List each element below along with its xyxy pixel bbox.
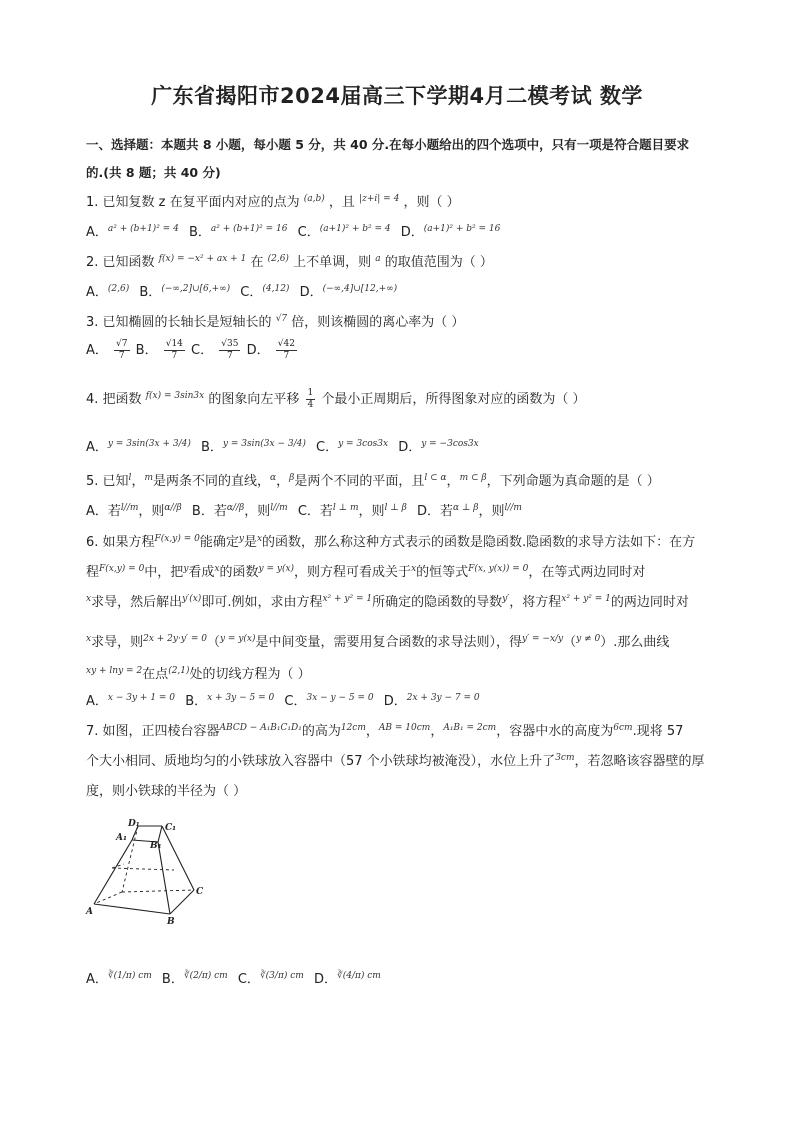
q4-text: 的图象向左平移 [208, 392, 300, 407]
q2-math-interval: (2,6) [267, 254, 289, 264]
q4-fraction [306, 388, 316, 411]
q2-option-b: (−∞,2]∪[6,+∞) [161, 284, 231, 294]
question-6-line3 [86, 591, 689, 610]
q6-math: y ≠ 0 [576, 634, 601, 644]
q6-math: y [183, 564, 189, 574]
q1-option-d: (a+1)² + b² = 16 [423, 224, 501, 234]
q6-math: x [411, 564, 417, 574]
q4-option-a: y = 3sin(3x + 3/4) [107, 439, 191, 449]
question-3 [86, 311, 464, 330]
q5-option-c-then: ，则 [358, 504, 385, 519]
q2-option-d: (−∞,4]∪[12,+∞) [322, 284, 398, 294]
q4-option-d: y = −3cos3x [421, 439, 479, 449]
q6-text: 能确定 [199, 535, 239, 550]
q7-option-b: ∛(2/π) cm [183, 971, 228, 981]
frustum-figure [84, 816, 204, 928]
question-3-options [86, 339, 299, 362]
q7-text: 的高为 [301, 724, 341, 739]
q7-text: ，若忽略该容器壁的厚 [574, 754, 705, 769]
q6-option-b: x + 3y − 5 = 0 [207, 693, 275, 703]
label-B1: B₁ [150, 841, 162, 851]
q2-math-function: f(x) = −x² + ax + 1 [158, 254, 247, 264]
q3-option-d-numerator: √42 [277, 339, 295, 349]
q6-text: ）.那么曲线 [600, 635, 670, 650]
q5-text: ，下列命题为真命题的是（ ） [486, 474, 660, 489]
q7-math: 3cm [555, 753, 575, 763]
q3-text: 3. 已知椭圆的长轴长是短轴长的 [86, 315, 272, 330]
q7-math: A₁B₁ = 2cm [443, 723, 497, 733]
q5-math-l-subset-alpha: l ⊂ α [424, 473, 447, 483]
q1-option-a-label: A． [86, 225, 108, 240]
q4-math-function: f(x) = 3sin3x [145, 391, 205, 401]
q6-option-a-label: A． [86, 694, 108, 709]
q1-option-b: a² + (b+1)² = 16 [210, 224, 288, 234]
q6-text: 是 [243, 535, 257, 550]
q5-math-m: m [144, 473, 153, 483]
q6-text: （ [206, 635, 220, 650]
q7-text: 7. 如图，正四棱台容器 [86, 724, 220, 739]
question-2 [86, 251, 493, 270]
q6-option-c-label: C． [284, 694, 307, 709]
q5-option-d-cond: α ⊥ β [452, 503, 479, 513]
q7-option-d: ∛(4/π) cm [336, 971, 381, 981]
q6-option-a: x − 3y + 1 = 0 [107, 693, 176, 703]
q6-text: ，将方程 [509, 595, 562, 610]
q6-option-b-label: B． [185, 694, 208, 709]
q6-math: y = y(x) [258, 564, 295, 574]
q5-option-d-then: ，则 [478, 504, 505, 519]
q3-option-b [164, 339, 185, 362]
q4-text: 个最小正周期后，所得图象对应的函数为（ ） [321, 392, 586, 407]
question-6-options [86, 690, 486, 709]
label-C1: C₁ [165, 823, 177, 833]
q7-text: ，容器中水的高度为 [496, 724, 614, 739]
q5-text: 5. 已知 [86, 474, 129, 489]
q7-option-b-label: B． [161, 972, 184, 987]
q5-math-l: l [128, 473, 132, 483]
q6-text: 6. 如果方程 [86, 535, 155, 550]
q2-option-a-label: A． [86, 285, 108, 300]
q1-option-a: a² + (b+1)² = 4 [107, 224, 179, 234]
q6-text: ，在等式两边同时对 [528, 565, 646, 580]
q2-text: 的取值范围为（ ） [384, 255, 493, 270]
q2-option-b-label: B． [139, 285, 162, 300]
q5-option-c-cond: l ⊥ m [332, 503, 359, 513]
q7-text: 个大小相同、质地均匀的小铁球放入容器中（57 个小铁球均被淹没），水位上升了 [86, 754, 556, 769]
q1-text: ，且 [328, 195, 355, 210]
q6-text: 的两边同时对 [610, 595, 689, 610]
q2-option-c: (4,12) [262, 284, 290, 294]
q5-option-a-then: ，则 [138, 504, 165, 519]
q6-math: F(x,y) = 0 [99, 564, 145, 574]
q4-text: 4. 把函数 [86, 392, 142, 407]
q7-text: .现将 57 [632, 724, 684, 739]
q6-math: y′ = −x/y [522, 634, 564, 644]
q7-option-c-label: C． [237, 972, 260, 987]
q7-math: ABCD − A₁B₁C₁D₁ [219, 723, 302, 733]
q5-option-c-result: l ⊥ β [384, 503, 407, 513]
q5-math-beta: β [289, 473, 295, 483]
q1-math-modulus: |z+i| = 4 [359, 194, 400, 204]
question-6-line4 [86, 631, 669, 650]
q5-option-b-result: l//m [270, 503, 288, 513]
question-6-line1 [86, 531, 695, 550]
q6-math: x² + y² = 1 [561, 594, 611, 604]
q6-math: x [86, 594, 92, 604]
q6-option-d-label: D． [383, 694, 407, 709]
q6-option-d: 2x + 3y − 7 = 0 [406, 693, 480, 703]
q6-text: 的恒等式 [416, 565, 469, 580]
q7-text: ， [365, 724, 379, 739]
q2-text: 2. 已知函数 [86, 255, 155, 270]
q3-option-a [114, 339, 129, 362]
q4-option-a-label: A． [86, 440, 108, 455]
label-D1: D₁ [128, 819, 140, 829]
q3-option-c-denominator: 7 [226, 351, 233, 361]
q6-text: 中，把 [144, 565, 184, 580]
q7-option-c: ∛(3/π) cm [259, 971, 304, 981]
q6-math: x [214, 564, 220, 574]
q6-text: 求导，然后解出 [91, 595, 183, 610]
question-4-options [86, 436, 485, 455]
q5-option-b-label: B．若 [191, 504, 227, 519]
question-5 [86, 470, 660, 489]
q6-text: （ [563, 635, 577, 650]
q2-option-d-label: D． [299, 285, 323, 300]
q2-text: 上不单调，则 [293, 255, 372, 270]
label-B: B [167, 917, 175, 927]
question-7-line3: 度，则小铁球的半径为（ ） [86, 784, 247, 799]
question-6-line5 [86, 663, 311, 682]
q5-text: 是两条不同的直线， [153, 474, 271, 489]
q6-math: F(x, y(x)) = 0 [468, 564, 529, 574]
q4-option-c-label: C． [316, 440, 339, 455]
question-4 [86, 388, 586, 411]
q2-text: 在 [250, 255, 264, 270]
q5-text: ， [276, 474, 290, 489]
label-C: C [196, 887, 204, 897]
q6-math: 2x + 2y·y′ = 0 [143, 634, 207, 644]
q7-option-d-label: D． [313, 972, 337, 987]
q3-math-sqrt7: √7 [275, 314, 288, 324]
question-2-options [86, 281, 403, 300]
q6-text: 处的切线方程为（ ） [189, 667, 311, 682]
q5-text: ， [131, 474, 145, 489]
q7-option-a: ∛(1/π) cm [107, 971, 152, 981]
q2-option-a: (2,6) [107, 284, 130, 294]
question-1-options [86, 221, 506, 240]
q4-option-d-label: D． [398, 440, 422, 455]
q3-option-c-label: C． [191, 343, 214, 358]
q1-option-c-label: C． [297, 225, 320, 240]
label-A1: A₁ [116, 833, 127, 843]
page-title: 广东省揭阳市2024届高三下学期4月二模考试 数学 [151, 84, 643, 108]
q5-option-a-result: α//β [164, 503, 182, 513]
q4-option-c: y = 3cos3x [338, 439, 389, 449]
q4-fraction-denominator: 4 [307, 400, 314, 410]
q2-math-a: a [375, 254, 381, 264]
q6-option-c: 3x − y − 5 = 0 [306, 693, 374, 703]
q5-text: 是两个不同的平面，且 [294, 474, 425, 489]
q7-math: AB = 10cm [378, 723, 431, 733]
q3-option-d-denominator: 7 [283, 351, 290, 361]
q6-math: y [238, 534, 244, 544]
q5-math-alpha: α [270, 473, 277, 483]
q1-option-c: (a+1)² + b² = 4 [319, 224, 391, 234]
q2-option-c-label: C． [240, 285, 263, 300]
question-5-options [86, 500, 528, 519]
q6-math: y = y(x) [219, 634, 256, 644]
q7-option-a-label: A． [86, 972, 108, 987]
question-7-line1 [86, 720, 683, 739]
q6-math-point: (2,1) [168, 666, 190, 676]
q5-math-m-subset-beta: m ⊂ β [459, 473, 487, 483]
q5-option-d-label: D．若 [416, 504, 453, 519]
q6-text: 在点 [142, 667, 169, 682]
q6-math-curve: xy + lny = 2 [86, 666, 143, 676]
q3-option-d-label: D． [246, 343, 270, 358]
q6-text: 的函数，那么称这种方式表示的函数是隐函数.隐函数的求导方法如下：在方 [262, 535, 696, 550]
q3-option-b-label: B． [135, 343, 158, 358]
q3-option-a-numerator: √7 [116, 339, 128, 349]
question-7-line2 [86, 750, 705, 769]
q3-option-b-numerator: √14 [165, 339, 183, 349]
q3-option-d [276, 339, 297, 362]
q4-option-b-label: B． [201, 440, 223, 455]
question-7-options [86, 968, 387, 987]
q6-math: x [86, 634, 92, 644]
q3-option-a-denominator: 7 [118, 351, 125, 361]
q6-math: y′ [502, 594, 510, 604]
q6-text: 是中间变量，需要用复合函数的求导法则），得 [255, 635, 523, 650]
q5-option-b-then: ，则 [244, 504, 271, 519]
q1-option-d-label: D． [400, 225, 424, 240]
question-6-line2 [86, 561, 645, 580]
q7-text: ， [430, 724, 444, 739]
q7-math: 12cm [340, 723, 366, 733]
q4-option-b: y = 3sin(3x − 3/4) [222, 439, 306, 449]
q5-option-c-label: C．若 [297, 504, 333, 519]
q6-text: 程 [86, 565, 100, 580]
frustum-diagram [84, 816, 204, 928]
q7-math: 6cm [613, 723, 633, 733]
label-A: A [86, 907, 93, 917]
q5-option-a-cond: l//m [120, 503, 139, 513]
q3-text: 倍，则该椭圆的离心率为（ ） [291, 315, 465, 330]
question-1 [86, 191, 460, 210]
q6-math: x² + y² = 1 [322, 594, 373, 604]
q4-fraction-numerator: 1 [307, 388, 314, 398]
q6-text: 求导，则 [91, 635, 144, 650]
q3-option-b-denominator: 7 [171, 351, 178, 361]
q6-math: F(x,y) = 0 [154, 534, 200, 544]
q6-text: 的函数 [219, 565, 259, 580]
section-heading-line1: 一、选择题：本题共 8 小题，每小题 5 分，共 40 分.在每小题给出的四个选项中，只有一项是符合题目要求 [86, 137, 690, 152]
q6-text: 所确定的隐函数的导数 [372, 595, 503, 610]
q5-option-a-label: A．若 [86, 504, 121, 519]
q3-option-c-numerator: √35 [221, 339, 239, 349]
q3-option-c [219, 339, 240, 362]
q1-text: 1. 已知复数 z 在复平面内对应的点为 [86, 195, 300, 210]
q6-text: 看成 [188, 565, 215, 580]
q1-text: ，则（ ） [403, 195, 460, 210]
q6-text: 即可.例如，求由方程 [201, 595, 323, 610]
q3-option-a-label: A． [86, 343, 108, 358]
q6-text: ，则方程可看成关于 [294, 565, 412, 580]
q6-math: y′(x) [182, 594, 202, 604]
q1-math-point: (a,b) [303, 194, 325, 204]
q5-option-d-result: l//m [504, 503, 522, 513]
q5-option-b-cond: α//β [226, 503, 245, 513]
q1-option-b-label: B． [188, 225, 211, 240]
section-heading-line2: 的.(共 8 题；共 40 分) [86, 165, 221, 180]
q6-math: x [256, 534, 263, 544]
q5-text: ， [446, 474, 460, 489]
